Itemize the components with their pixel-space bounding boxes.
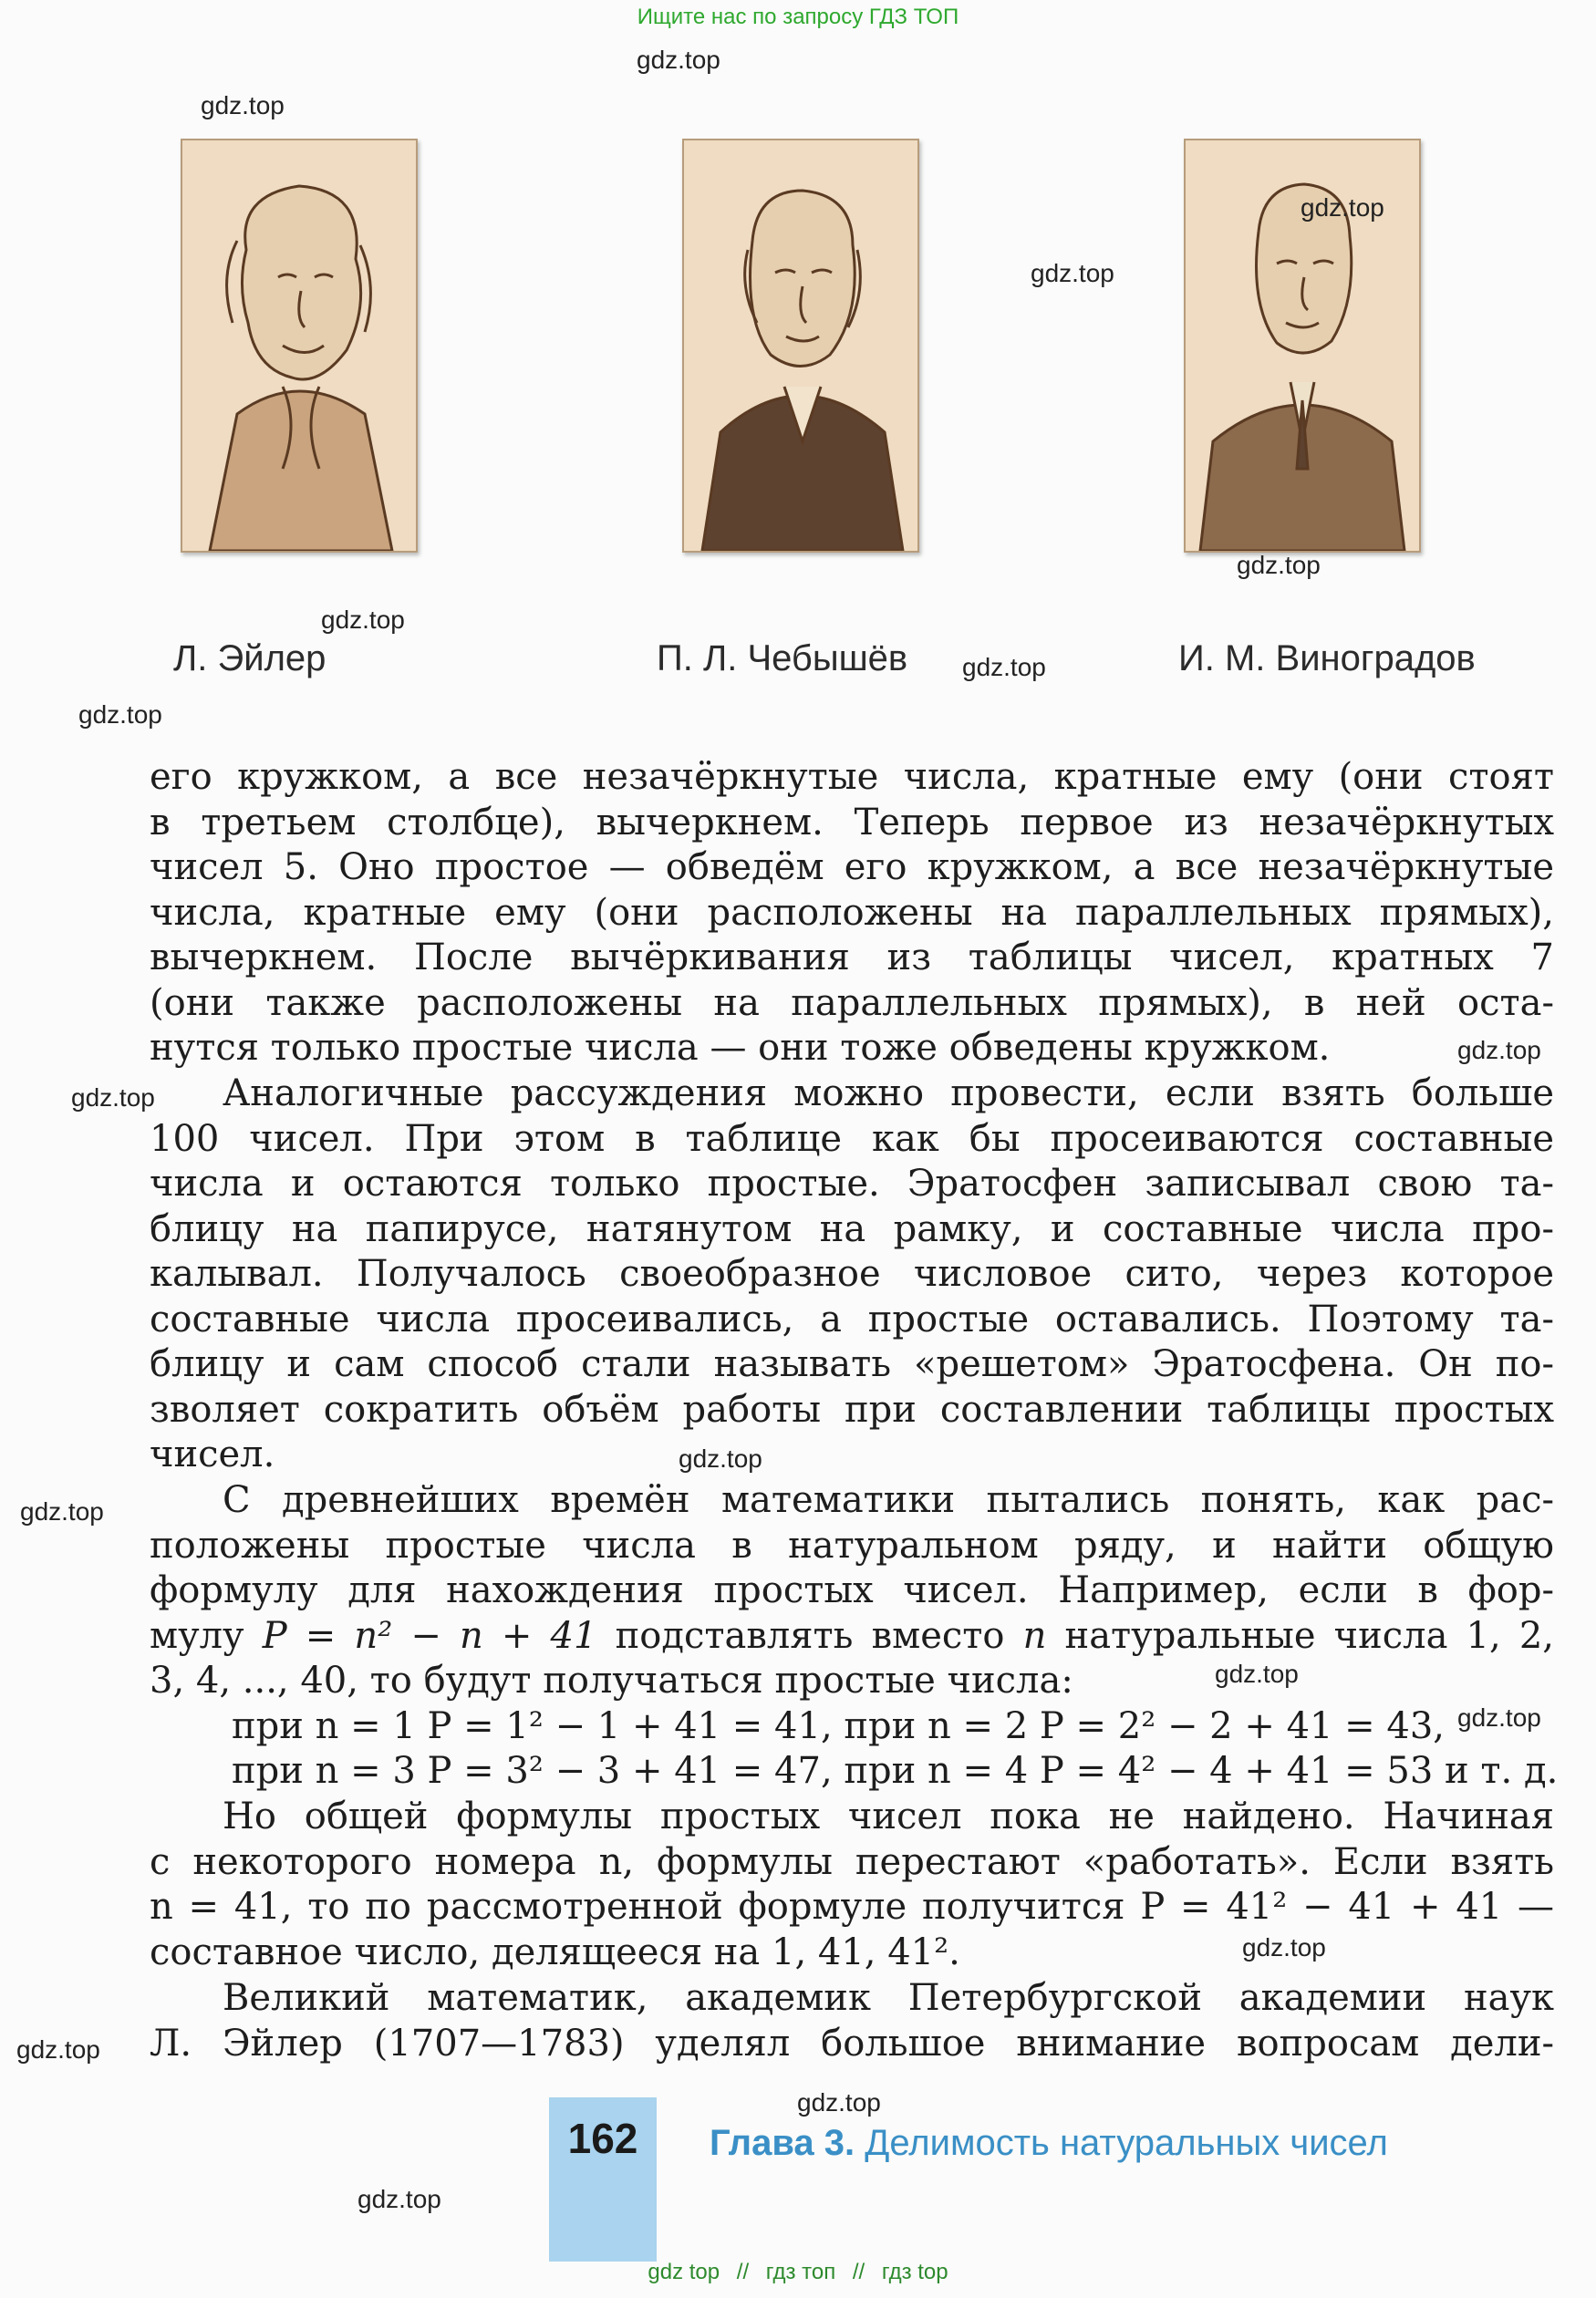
watermark: gdz.top [16, 2035, 100, 2064]
watermark: gdz.top [1215, 1660, 1299, 1688]
watermark: gdz.top [321, 606, 405, 634]
example-line: при n = 3 P = 3² − 3 + 41 = 47, при n = 4 P = 4² − 4 + 41 = 53 и т. д. [232, 1750, 1559, 1792]
top-banner[interactable]: Ищите нас по запросу ГДЗ ТОП [637, 5, 959, 29]
text-line: его кружком, а все незачёркнутые числа, кратные ему (они стоят [150, 756, 1554, 798]
watermark: gdz.top [71, 1083, 155, 1112]
text-line: зволяет сократить объём работы при составлении таблицы простых [150, 1388, 1554, 1431]
watermark: gdz.top [1457, 1703, 1541, 1732]
caption-chebyshev: П. Л. Чебышёв [657, 638, 908, 678]
watermark: gdz.top [637, 46, 720, 74]
watermark: gdz.top [797, 2088, 881, 2117]
text-line: калывал. Получалось своеобразное числовое сито, через которое [150, 1253, 1554, 1295]
paragraph-1 [150, 755, 1554, 1071]
portrait-chebyshev-icon [682, 139, 919, 553]
text-line: вычеркнем. После вычёркивания из таблицы чисел, кратных 7 [150, 937, 1554, 978]
text-line: чисел. [150, 1434, 275, 1475]
variable-n: n [1022, 1614, 1047, 1657]
watermark: gdz.top [679, 1444, 762, 1473]
text-line: n = 41, то по рассмотренной формуле получится P = 41² − 41 + 41 — [150, 1886, 1554, 1928]
text-line: положены простые числа в натуральном ряду, и найти общую [150, 1524, 1554, 1567]
paragraph-5 [150, 1976, 1554, 2066]
watermark: gdz.top [201, 91, 285, 119]
text-line: 3, 4, ..., 40, то будут получаться простые числа: [150, 1660, 1073, 1702]
text-line: Л. Эйлер (1707—1783) уделял большое внимание вопросам дели- [150, 2022, 1554, 2065]
watermark: gdz.top [358, 2185, 441, 2213]
text-line: составное число, делящееся на 1, 41, 41². [150, 1931, 960, 1973]
link-gdz-top[interactable]: gdz top [648, 2260, 720, 2284]
separator: // [852, 2260, 865, 2284]
text-line: нутся только простые числа — они тоже обведены кружком. [150, 1027, 1331, 1069]
formula: P = n² − n + 41 [262, 1614, 597, 1657]
watermark: gdz.top [1237, 551, 1321, 579]
bottom-links [0, 2260, 1596, 2285]
watermark: gdz.top [1031, 259, 1114, 287]
text-line: формулу для нахождения простых чисел. Например, если в фор- [150, 1569, 1554, 1611]
text-line: 100 чисел. При этом в таблице как бы просеиваются составные [150, 1117, 1554, 1160]
text-line: составные числа просеивались, а простые оставались. Поэтому та- [150, 1298, 1554, 1340]
separator: // [736, 2260, 750, 2284]
watermark: gdz.top [20, 1497, 104, 1526]
paragraph-3 [150, 1478, 1559, 1795]
text-line: Аналогичные рассуждения можно провести, если взять больше [223, 1072, 1554, 1114]
watermark: gdz.top [1301, 193, 1384, 222]
watermark: gdz.top [1457, 1036, 1541, 1064]
caption-vinogradov: И. М. Виноградов [1178, 638, 1476, 678]
portrait-euler-icon [181, 139, 418, 553]
text-line: С древнейших времён математики пытались понять, как рас- [223, 1479, 1554, 1521]
watermark: gdz.top [1242, 1933, 1326, 1962]
text-line: блицу на папирусе, натянутом на рамку, и составные числа про- [150, 1207, 1554, 1250]
paragraph-2 [150, 1071, 1554, 1478]
link-gdz-top-mixed[interactable]: гдз top [881, 2260, 948, 2284]
text-line-formula [150, 1614, 1554, 1660]
chapter-label: Глава 3. [710, 2123, 855, 2163]
link-gdz-top-ru[interactable]: гдз топ [765, 2260, 836, 2284]
example-line: при n = 1 P = 1² − 1 + 41 = 41, при n = 2 P = 2² − 2 + 41 = 43, [232, 1704, 1446, 1747]
caption-euler: Л. Эйлер [173, 638, 326, 678]
text-fragment: натуральные числа 1, 2, [1064, 1614, 1555, 1657]
chapter-title [710, 2123, 1388, 2164]
text-line: Но общей формулы простых чисел пока не найдено. Начиная [223, 1796, 1554, 1837]
watermark: gdz.top [962, 653, 1046, 681]
watermark: gdz.top [78, 700, 162, 729]
text-fragment: подставлять вместо [615, 1614, 1005, 1657]
text-line: в третьем столбце), вычеркнем. Теперь первое из незачёркнутых [150, 801, 1554, 844]
chapter-name: Делимость натуральных чисел [865, 2123, 1388, 2163]
text-line: блицу и сам способ стали называть «решетом» Эратосфена. Он по- [150, 1343, 1554, 1385]
text-line: числа и остаются только простые. Эратосфен записывал свою та- [150, 1163, 1554, 1205]
text-fragment: мулу [150, 1614, 244, 1657]
paragraph-4 [150, 1795, 1554, 1975]
text-line: Великий математик, академик Петербургской академии наук [223, 1977, 1554, 2019]
text-line: числа, кратные ему (они расположены на параллельных прямых), [150, 891, 1554, 934]
text-line: (они также расположены на параллельных прямых), в ней оста- [150, 981, 1554, 1024]
page-number: 162 [567, 2115, 638, 2162]
text-line: с некоторого номера n, формулы перестают «работать». Если взять [150, 1840, 1554, 1883]
text-line: чисел 5. Оно простое — обведём его кружком, а все незачёркнутые [150, 846, 1554, 888]
